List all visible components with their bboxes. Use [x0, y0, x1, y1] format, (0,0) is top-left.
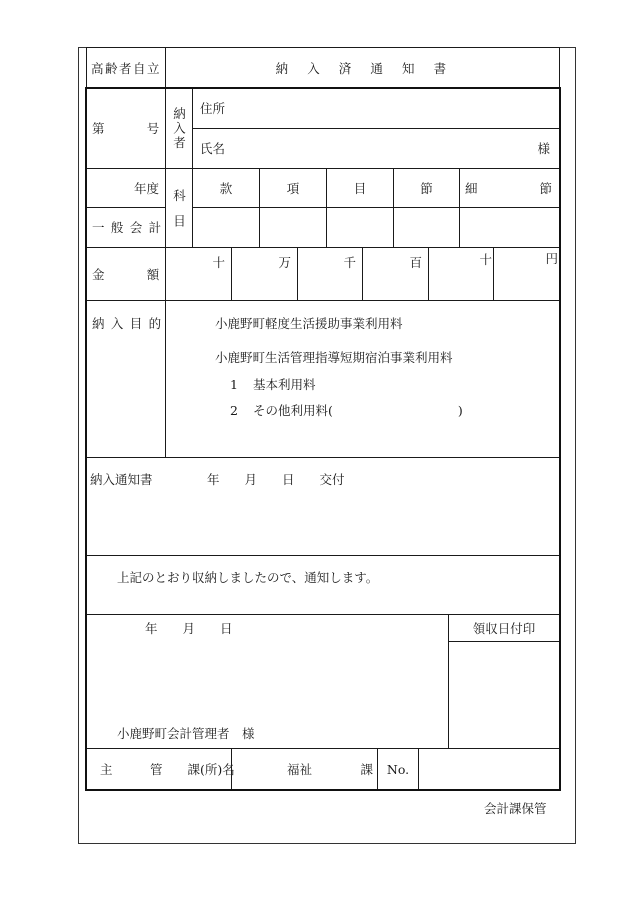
payer-number-label: 第 号 [92, 121, 161, 136]
dept-name-cell [231, 748, 378, 790]
dept-label: 主 管 課(所)名 [100, 761, 235, 777]
address-cell [192, 88, 560, 129]
purpose-item-number: 2 [230, 403, 238, 418]
column-header-moku [326, 168, 394, 208]
purpose-item-number: 1 [230, 377, 238, 392]
column-header-setsu [393, 168, 460, 208]
fiscal-year-cell [86, 168, 166, 208]
honorific-label: 様 [537, 141, 550, 156]
column-label: 項 [286, 180, 300, 196]
column-header-saisetsu [459, 168, 560, 208]
amount-unit-label: 十 [479, 252, 492, 267]
amount-label: 金 額 [92, 266, 161, 282]
title-cell [165, 47, 560, 89]
amount-digit-cell [493, 247, 560, 301]
document-title: 納 入 済 通 知 書 [275, 60, 450, 76]
name-cell [192, 128, 560, 169]
no-label: No. [386, 761, 410, 777]
purpose-label-cell [86, 300, 166, 458]
value-cell-kan [192, 207, 260, 248]
amount-digit-cell [428, 247, 494, 301]
amount-digit-cell [297, 247, 363, 301]
amount-unit-label: 千 [343, 255, 356, 270]
dept-suffix: 課 [360, 761, 373, 777]
column-label: 目 [353, 180, 367, 196]
statement-text: 上記のとおり収納しましたので、通知します。 [117, 570, 379, 585]
dept-name: 福祉 [287, 761, 313, 777]
column-label: 節 [420, 180, 433, 196]
amount-digit-cell [231, 247, 298, 301]
address-label: 住所 [200, 101, 226, 116]
retention-note: 会計課保管 [484, 801, 547, 816]
no-label-cell [377, 748, 419, 790]
amount-label-cell [86, 247, 166, 301]
notice-issue-date: 年 月 日 交付 [207, 472, 345, 487]
receipt-cell [86, 614, 449, 749]
amount-unit-label: 円 [545, 251, 558, 266]
amount-digit-cell [165, 247, 232, 301]
amount-unit-label: 万 [278, 255, 291, 270]
no-value-cell [418, 748, 560, 790]
column-header-kou [259, 168, 327, 208]
purpose-line: 小鹿野町軽度生活援助事業利用料 [215, 316, 403, 331]
column-label: 款 [219, 180, 233, 196]
purpose-line: 小鹿野町生活管理指導短期宿泊事業利用料 [215, 350, 453, 365]
purpose-cell [165, 300, 560, 458]
payer-section-cell [165, 88, 193, 169]
fiscal-year-label: 年度 [133, 180, 159, 196]
receipt-date: 年 月 日 [145, 621, 233, 636]
value-cell-moku [326, 207, 394, 248]
category-cell [86, 47, 166, 89]
value-cell-kou [259, 207, 327, 248]
subject-section-label: 科目 [171, 189, 187, 240]
notice-label: 納入通知書 [90, 472, 153, 487]
account-label: 一 般 会 計 [92, 220, 163, 235]
category-label: 高齢者自立 [90, 60, 161, 76]
purpose-item-label: その他利用料( ) [253, 403, 463, 418]
receipt-addressee: 小鹿野町会計管理者 様 [117, 726, 255, 741]
subject-section-cell [165, 168, 193, 248]
column-header-kan [192, 168, 260, 208]
account-cell [86, 207, 166, 248]
stamp-header-cell [448, 614, 560, 642]
statement-cell [86, 555, 560, 615]
purpose-item-label: 基本利用料 [253, 377, 316, 392]
value-cell-setsu [393, 207, 460, 248]
amount-unit-label: 十 [212, 255, 225, 270]
dept-label-cell [86, 748, 235, 790]
stamp-area [448, 641, 560, 749]
amount-digit-cell [362, 247, 429, 301]
stamp-label: 領収日付印 [472, 620, 536, 636]
notice-issue-cell [86, 457, 560, 556]
value-cell-saisetsu [459, 207, 560, 248]
payer-section-label: 納入者 [171, 106, 187, 151]
amount-unit-label: 百 [409, 255, 422, 270]
column-label: 細 節 [465, 180, 555, 196]
payer-number-cell [86, 88, 166, 169]
name-label: 氏名 [200, 141, 226, 156]
purpose-label: 納 入 目 的 [92, 316, 163, 331]
